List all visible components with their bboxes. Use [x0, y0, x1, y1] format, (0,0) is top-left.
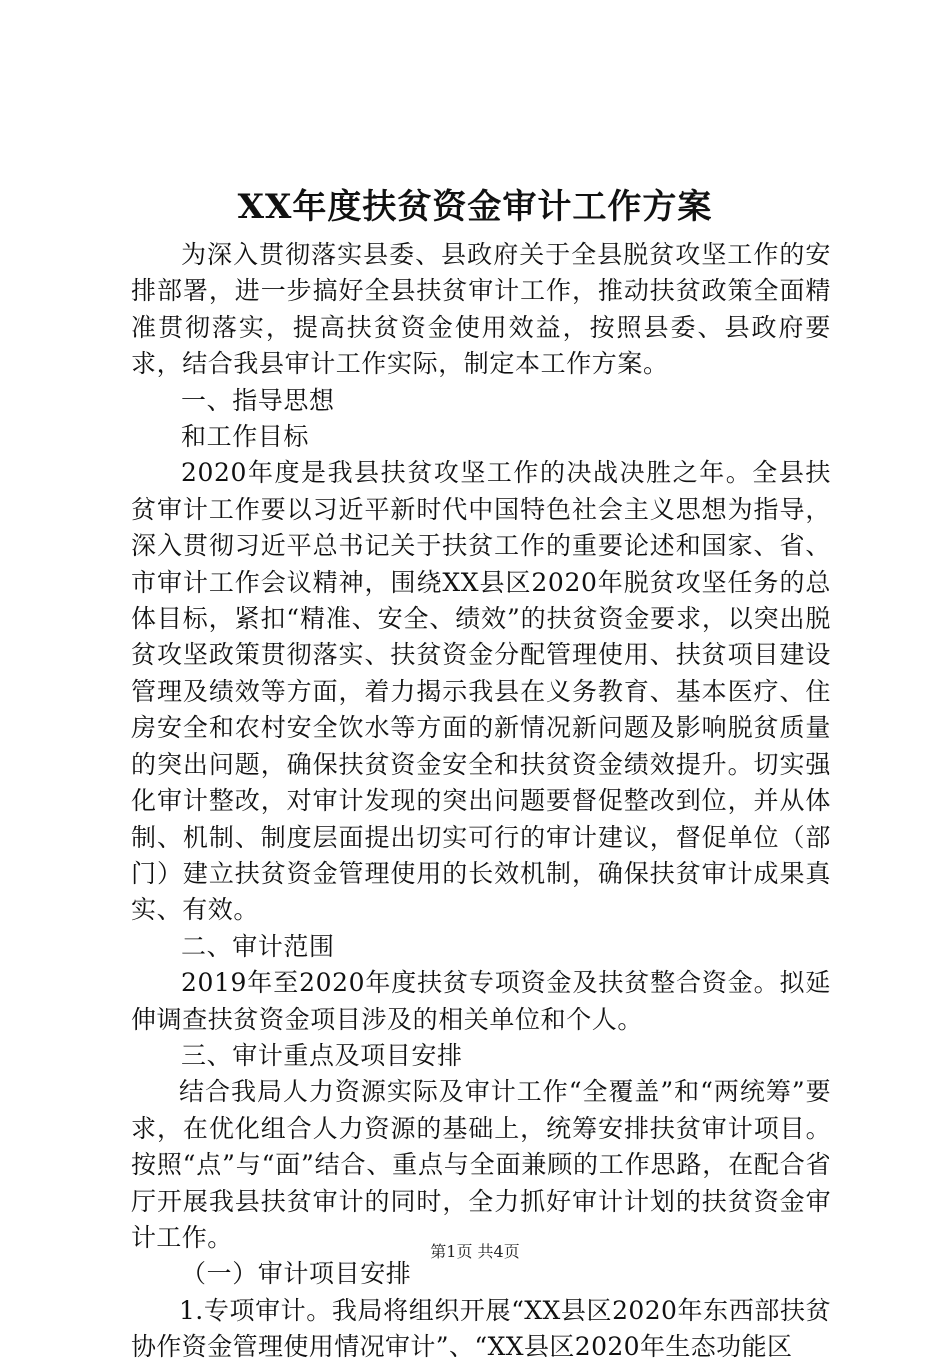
section-heading-audit-focus: 三、审计重点及项目安排 [181, 1040, 463, 1070]
page-footer: 第1页 共4页 [430, 1242, 520, 1261]
subsection-heading-project-arrangement: （一）审计项目安排 [181, 1259, 412, 1289]
scope-paragraph: 2019年至2020年度扶贫专项资金及扶贫整合资金。拟延伸调查扶贫资金项目涉及的相关单位和个人。 [131, 968, 831, 1034]
document-body [131, 237, 831, 1366]
focus-paragraph: 结合我局人力资源实际及审计工作“全覆盖”和“两统筹”要求，在优化组合人力资源的基础上，统筹安排扶贫审计项目。按照“点”与“面”结合、重点与全面兼顾的工作思路，在配合省厅开展我县扶贫审计的同时，全力抓好审计计划的扶贫资金审计工作。 [131, 1077, 831, 1252]
special-audit-paragraph: 1.专项审计。我局将组织开展“XX县区2020年东西部扶贫协作资金管理使用情况审计”、“XX县区2020年生态功能区 [131, 1295, 831, 1362]
goals-paragraph: 2020年度是我县扶贫攻坚工作的决战决胜之年。全县扶贫审计工作要以习近平新时代中国特色社会主义思想为指导，深入贯彻习近平总书记关于扶贫工作的重要论述和国家、省、市审计工作会议精神，围绕XX县区2020年脱贫攻坚任务的总体目标，紧扣“精准、安全、绩效”的扶贫资金要求，以突出脱贫攻坚政策贯彻落实、扶贫资金分配管理使用、扶贫项目建设管理及绩效等方面，着力揭示我县在义务教育、基本医疗、住房安全和农村安全饮水等方面的新情况新问题及影响脱贫质量的突出问题，确保扶贫资金安全和扶贫资金绩效提升。切实强化审计整改，对审计发现的突出问题要督促整改到位，并从体制、机制、制度层面提出切实可行的审计建议，督促单位（部门）建立扶贫资金管理使用的长效机制，确保扶贫审计成果真实、有效。 [131, 458, 831, 925]
section-heading-guiding-ideology: 一、指导思想 [181, 385, 335, 415]
section-heading-audit-scope: 二、审计范围 [181, 931, 335, 961]
document-title: XX年度扶贫资金审计工作方案 [237, 187, 713, 227]
section-heading-work-goals: 和工作目标 [181, 422, 310, 452]
intro-paragraph: 为深入贯彻落实县委、县政府关于全县脱贫攻坚工作的安排部署，进一步搞好全县扶贫审计工作，推动扶贫政策全面精准贯彻落实，提高扶贫资金使用效益，按照县委、县政府要求，结合我县审计工作实际，制定本工作方案。 [131, 240, 831, 379]
